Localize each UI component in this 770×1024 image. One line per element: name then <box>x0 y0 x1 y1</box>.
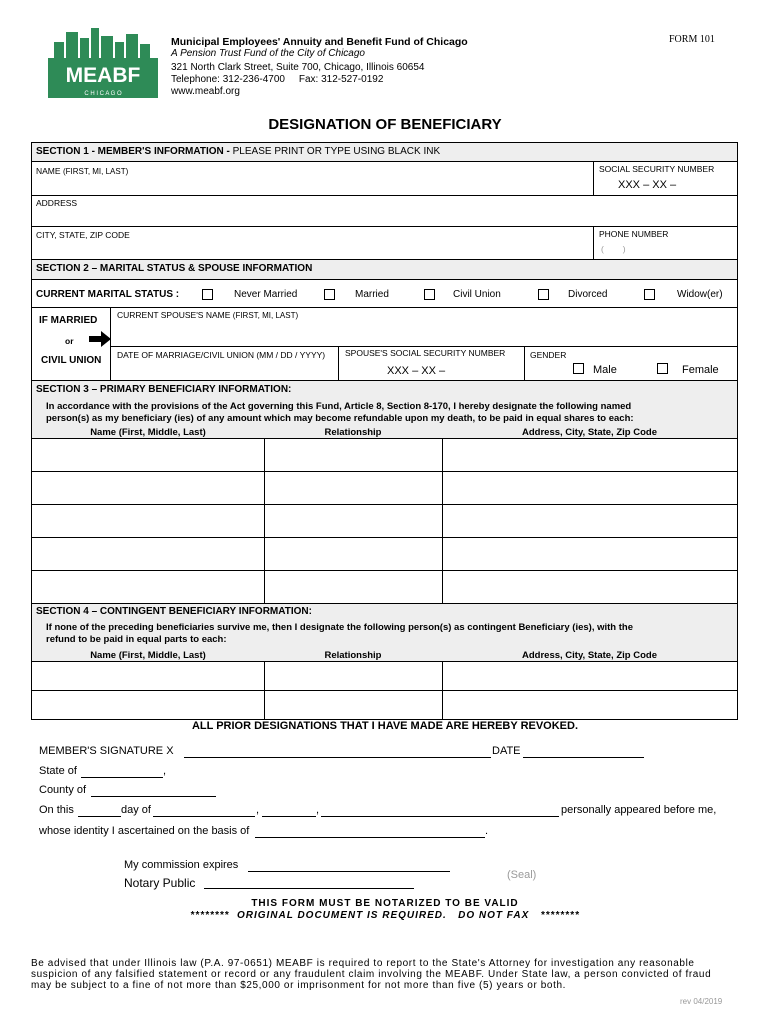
form-title: DESIGNATION OF BENEFICIARY <box>268 116 502 133</box>
state-line[interactable] <box>81 777 163 778</box>
section4-text-2: refund to be paid in equal parts to each: <box>46 634 227 645</box>
civil-union-checkbox[interactable] <box>424 289 435 300</box>
on-this-label: On this <box>39 804 74 816</box>
state-of-label: State of <box>39 765 77 777</box>
commission-line[interactable] <box>248 871 450 872</box>
table-row[interactable] <box>32 570 737 571</box>
contingent-col-address: Address, City, State, Zip Code <box>522 650 657 661</box>
notary-label: Notary Public <box>124 876 196 890</box>
female-checkbox[interactable] <box>657 363 668 374</box>
notarized-notice: THIS FORM MUST BE NOTARIZED TO BE VALID <box>251 898 519 909</box>
svg-text:MEABF: MEABF <box>65 64 141 87</box>
divorced-label: Divorced <box>568 289 608 300</box>
date-label: DATE <box>492 745 521 757</box>
primary-col-name: Name (First, Middle, Last) <box>90 427 206 438</box>
month-line[interactable] <box>153 816 255 817</box>
meabf-logo <box>48 28 158 98</box>
appeared-label: personally appeared before me, <box>561 804 717 816</box>
civil-union-label: Civil Union <box>453 289 501 300</box>
section3-text-2: person(s) as my beneficiary (ies) of any amount which may become refundable upon my death, to be paid in equal shares to each: <box>46 413 634 424</box>
primary-col-relationship: Relationship <box>324 427 382 438</box>
phone-label: PHONE NUMBER <box>599 229 669 239</box>
primary-col-address: Address, City, State, Zip Code <box>522 427 657 438</box>
spouse-ssn-field[interactable]: XXX – XX – <box>387 365 446 377</box>
married-label: Married <box>355 289 389 300</box>
section3-heading: SECTION 3 – PRIMARY BENEFICIARY INFORMATION: <box>36 384 292 395</box>
org-name: Municipal Employees' Annuity and Benefit Fund of Chicago <box>171 36 468 48</box>
never-married-checkbox[interactable] <box>202 289 213 300</box>
table-row[interactable] <box>32 690 737 691</box>
male-checkbox[interactable] <box>573 363 584 374</box>
spouse-ssn-label: SPOUSE'S SOCIAL SECURITY NUMBER <box>345 348 506 358</box>
day-line[interactable] <box>78 816 121 817</box>
member-signature-line[interactable] <box>184 757 491 758</box>
county-line[interactable] <box>91 796 216 797</box>
section2-heading: SECTION 2 – MARITAL STATUS & SPOUSE INFORMATION <box>36 263 313 274</box>
org-phone: Telephone: 312-236-4700 Fax: 312-527-0192 <box>171 74 384 85</box>
marriage-date-label: DATE OF MARRIAGE/CIVIL UNION (MM / DD / YYYY) <box>117 350 326 360</box>
section4-heading: SECTION 4 – CONTINGENT BENEFICIARY INFORMATION: <box>36 606 312 617</box>
notary-line[interactable] <box>204 888 414 889</box>
contingent-col-relationship: Relationship <box>324 650 382 661</box>
table-row[interactable] <box>32 504 737 505</box>
ssn-label: SOCIAL SECURITY NUMBER <box>599 164 715 174</box>
name-label: NAME (FIRST, MI, LAST) <box>36 166 129 176</box>
or-label: or <box>65 336 74 346</box>
revision-label: rev 04/2019 <box>680 997 723 1006</box>
form-frame <box>31 142 738 720</box>
female-label: Female <box>682 364 719 376</box>
address-label: ADDRESS <box>36 198 78 208</box>
date-line[interactable] <box>523 757 644 758</box>
city-label: CITY, STATE, ZIP CODE <box>36 230 130 240</box>
svg-text:C H I C A G O: C H I C A G O <box>84 91 122 97</box>
county-of-label: County of <box>39 784 87 796</box>
member-signature-label: MEMBER'S SIGNATURE X <box>39 745 174 757</box>
contingent-col-name: Name (First, Middle, Last) <box>90 650 206 661</box>
identity-label: whose identity I ascertained on the basis of <box>39 825 250 837</box>
male-label: Male <box>593 364 617 376</box>
commission-label: My commission expires <box>124 859 239 871</box>
if-married-label: IF MARRIED <box>39 315 98 326</box>
table-row[interactable] <box>32 471 737 472</box>
gender-label: GENDER <box>530 350 567 360</box>
section3-text-1: In accordance with the provisions of the Act governing this Fund, Article 8, Section 8-170, I hereby designate the following named <box>46 401 632 412</box>
form-number: FORM 101 <box>669 34 715 45</box>
married-checkbox[interactable] <box>324 289 335 300</box>
ssn-field[interactable]: XXX – XX – <box>618 179 677 191</box>
org-website[interactable]: www.meabf.org <box>171 86 240 97</box>
widower-checkbox[interactable] <box>644 289 655 300</box>
appeared-name-line[interactable] <box>321 816 559 817</box>
org-subtitle: A Pension Trust Fund of the City of Chicago <box>171 48 365 59</box>
widower-label: Widow(er) <box>677 289 723 300</box>
phone-field[interactable]: ( ) <box>601 244 626 254</box>
civil-union-side-label: CIVIL UNION <box>41 355 102 366</box>
identity-line[interactable] <box>255 837 485 838</box>
year-line[interactable] <box>262 816 316 817</box>
seal-label: (Seal) <box>507 869 537 881</box>
marital-status-label: CURRENT MARITAL STATUS : <box>36 289 180 300</box>
org-address: 321 North Clark Street, Suite 700, Chicago, Illinois 60654 <box>171 62 425 73</box>
spouse-name-label: CURRENT SPOUSE'S NAME (FIRST, MI, LAST) <box>117 310 299 320</box>
fraud-warning: Be advised that under Illinois law (P.A. 97-0651) MEABF is required to report to the State's Attorney for investigation any reasonable suspicion of any falsified statement or record or any fraudulent claim involving the MEABF. Under State law, a person convicted of fraud may be subject to a fine of not more than $25,000 or imprisonment for not more than five (5) years or both. <box>31 958 712 991</box>
revoked-statement: ALL PRIOR DESIGNATIONS THAT I HAVE MADE ARE HEREBY REVOKED. <box>191 720 579 732</box>
day-of-label: day of <box>121 804 151 816</box>
table-row[interactable] <box>32 537 737 538</box>
arrow-right-icon <box>89 331 111 347</box>
section1-heading: SECTION 1 - MEMBER'S INFORMATION - PLEASE PRINT OR TYPE USING BLACK INK <box>36 146 441 157</box>
never-married-label: Never Married <box>234 289 298 300</box>
section4-text-1: If none of the preceding beneficiaries survive me, then I designate the following person(s) as contingent Beneficiary (ies), with the <box>46 622 633 633</box>
original-notice: ******** ORIGINAL DOCUMENT IS REQUIRED. DO NOT FAX ******** <box>190 910 580 921</box>
divorced-checkbox[interactable] <box>538 289 549 300</box>
